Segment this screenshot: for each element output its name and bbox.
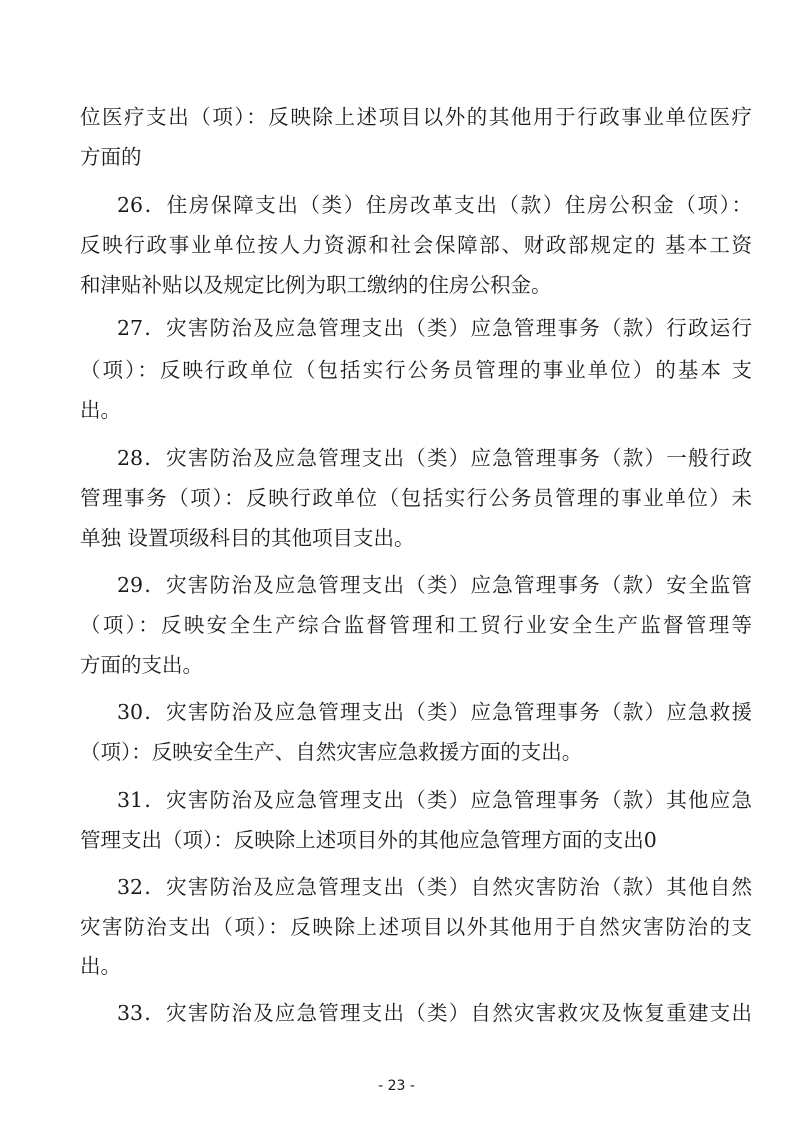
text-line: 管理支出（项）：反映除上述项目外的其他应急管理方面的支出0 <box>80 828 657 852</box>
text-line: 29．灾害防治及应急管理支出（类）应急管理事务（款）安全监管 <box>117 573 752 597</box>
text-line: 方面的 <box>80 145 142 169</box>
text-line: （项）：反映安全生产、自然灾害应急救援方面的支出。 <box>80 740 583 764</box>
text-line: 33．灾害防治及应急管理支出（类）自然灾害救灾及恢复重建支出 <box>117 1001 752 1025</box>
text-line: （项）：反映安全生产综合监督管理和工贸行业安全生产监督管理等 <box>80 613 752 637</box>
text-line: 26．住房保障支出（类）住房改革支出（款）住房公积金（项）： <box>117 193 752 217</box>
text-line: 30．灾害防治及应急管理支出（类）应急管理事务（款）应急救援 <box>117 700 752 724</box>
text-line: 管理事务（项）：反映行政单位（包括实行公务员管理的事业单位）未 <box>80 486 752 510</box>
text-line: 出。 <box>80 954 121 978</box>
page-number: - 23 - <box>378 1078 415 1094</box>
text-line: （项）：反映行政单位（包括实行公务员管理的事业单位）的基本 支 <box>80 358 752 382</box>
text-line: 出。 <box>80 398 121 422</box>
text-line: 单独 设置项级科目的其他项目支出。 <box>80 526 415 550</box>
text-line: 反映行政事业单位按人力资源和社会保障部、财政部规定的 基本工资 <box>80 233 752 257</box>
text-line: 位医疗支出（项）：反映除上述项目以外的其他用于行政事业单位医疗 <box>80 105 752 129</box>
text-line: 灾害防治支出（项）：反映除上述项目以外其他用于自然灾害防治的支 <box>80 915 752 939</box>
text-line: 28．灾害防治及应急管理支出（类）应急管理事务（款）一般行政 <box>117 446 752 470</box>
text-line: 和津贴补贴以及规定比例为职工缴纳的住房公积金。 <box>80 273 552 297</box>
text-line: 31．灾害防治及应急管理支出（类）应急管理事务（款）其他应急 <box>117 788 752 812</box>
text-line: 27．灾害防治及应急管理支出（类）应急管理事务（款）行政运行 <box>117 316 752 340</box>
text-line: 32．灾害防治及应急管理支出（类）自然灾害防治（款）其他自然 <box>117 875 752 899</box>
text-line: 方面的支出。 <box>80 653 203 677</box>
